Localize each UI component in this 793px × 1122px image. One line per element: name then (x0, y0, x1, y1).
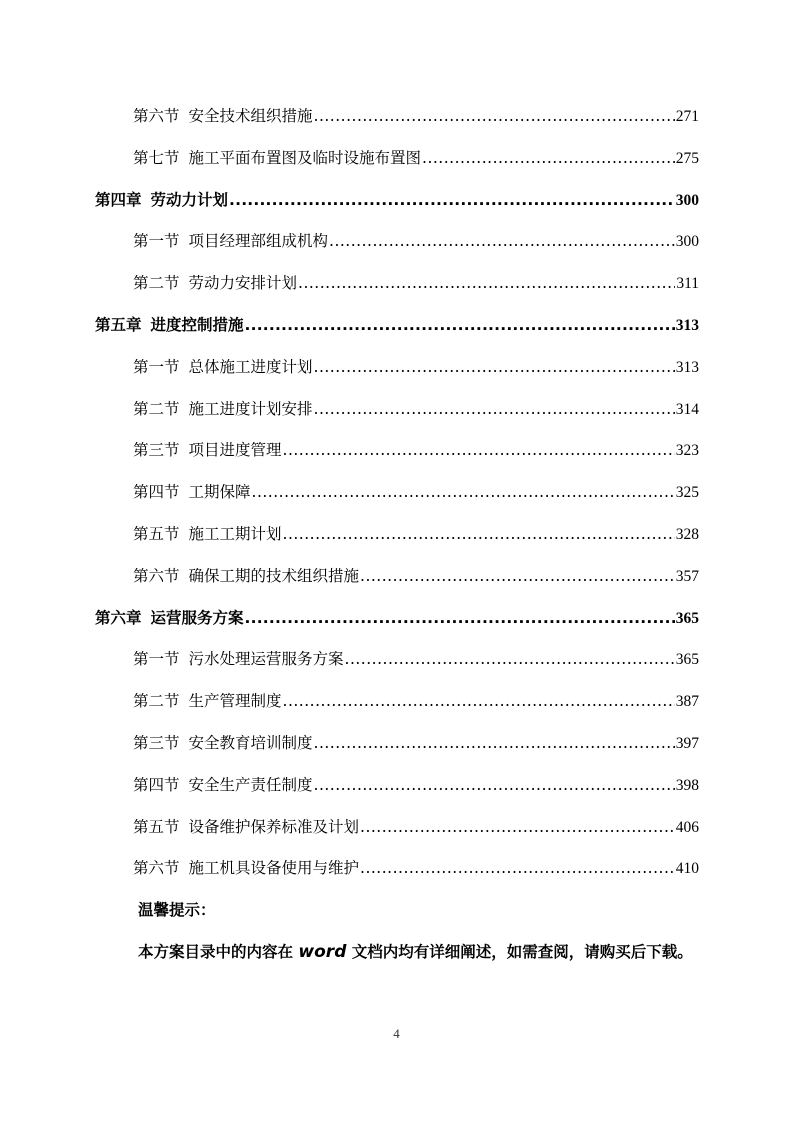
dot-leader (314, 96, 675, 138)
toc-title: 进度控制措施 (150, 315, 244, 334)
toc-title: 设备维护保养标准及计划 (188, 817, 360, 836)
toc-section[interactable] (95, 807, 699, 849)
toc-number: 第五节 (133, 524, 180, 543)
toc-page: 323 (675, 442, 699, 460)
dot-leader (360, 556, 675, 598)
toc-number: 第二节 (133, 692, 180, 711)
toc-number: 第五章 (95, 315, 142, 334)
toc-section[interactable] (95, 681, 699, 723)
toc-title: 项目进度管理 (188, 441, 282, 460)
toc-section[interactable] (95, 430, 699, 472)
toc-chapter[interactable] (95, 305, 699, 347)
toc-page: 271 (675, 108, 699, 125)
toc-section[interactable] (95, 138, 699, 180)
toc-page: 406 (675, 818, 699, 836)
toc-title: 污水处理运营服务方案 (188, 650, 344, 669)
toc-number: 第四节 (133, 775, 180, 794)
toc-title: 劳动力计划 (150, 190, 229, 209)
toc-section[interactable] (95, 472, 699, 514)
toc-title: 运营服务方案 (150, 608, 244, 627)
dot-leader (360, 807, 675, 849)
toc-number: 第七节 (133, 148, 180, 167)
toc-title: 施工机具设备使用与维护 (188, 859, 360, 878)
toc-section[interactable] (95, 347, 699, 389)
toc-section[interactable] (95, 639, 699, 681)
dot-leader (283, 514, 675, 556)
table-of-contents (95, 96, 699, 890)
toc-number: 第四节 (133, 483, 180, 502)
toc-number: 第一节 (133, 650, 180, 669)
toc-title: 确保工期的技术组织措施 (188, 566, 360, 585)
dot-leader (252, 472, 675, 514)
toc-section[interactable] (95, 514, 699, 556)
toc-title: 工期保障 (188, 483, 251, 502)
toc-page: 300 (675, 233, 699, 251)
dot-leader (314, 723, 675, 765)
toc-number: 第二节 (133, 274, 180, 293)
toc-number: 第六章 (95, 608, 142, 627)
toc-page: 365 (675, 609, 699, 627)
toc-title: 项目经理部组成机构 (188, 232, 329, 251)
toc-title: 劳动力安排计划 (188, 274, 298, 293)
notice-body-before: 本方案目录中的内容在 (138, 943, 294, 961)
toc-number: 第三节 (133, 441, 180, 460)
dot-leader (245, 305, 675, 347)
toc-title: 施工平面布置图及临时设施布置图 (188, 148, 422, 167)
toc-section[interactable] (95, 389, 699, 431)
toc-title: 安全教育培训制度 (188, 733, 313, 752)
dot-leader (422, 138, 675, 180)
toc-number: 第六节 (133, 859, 180, 878)
dot-leader (314, 389, 675, 431)
toc-page: 398 (675, 776, 699, 794)
toc-page: 397 (675, 734, 699, 752)
dot-leader (229, 180, 675, 222)
toc-page: 410 (675, 860, 699, 878)
dot-leader (329, 221, 675, 263)
dot-leader (298, 263, 675, 305)
toc-number: 第三节 (133, 733, 180, 752)
toc-page: 387 (675, 693, 699, 711)
toc-page: 300 (675, 191, 699, 209)
toc-section[interactable] (95, 765, 699, 807)
dot-leader (345, 639, 675, 681)
toc-section[interactable] (95, 723, 699, 765)
toc-number: 第五节 (133, 817, 180, 836)
dot-leader (245, 598, 675, 640)
toc-number: 第一节 (133, 232, 180, 251)
toc-number: 第二节 (133, 399, 180, 418)
dot-leader (283, 430, 675, 472)
toc-section[interactable] (95, 556, 699, 598)
notice-title: 温馨提示： (138, 901, 216, 919)
toc-page: 314 (675, 400, 699, 418)
dot-leader (314, 347, 675, 389)
notice-body-after: 文档内均有详细阐述，如需查阅，请购买后下载。 (351, 943, 693, 961)
toc-chapter[interactable] (95, 598, 699, 640)
dot-leader (283, 681, 675, 723)
toc-title: 安全技术组织措施 (188, 107, 313, 125)
toc-title: 安全生产责任制度 (188, 775, 313, 794)
toc-page: 365 (675, 651, 699, 669)
toc-section[interactable] (95, 263, 699, 305)
toc-page: 325 (675, 484, 699, 502)
toc-section[interactable] (95, 96, 699, 138)
notice-body (81, 930, 701, 974)
toc-page: 357 (675, 567, 699, 585)
toc-page: 313 (675, 316, 699, 334)
toc-page: 313 (675, 358, 699, 376)
toc-section[interactable] (95, 848, 699, 890)
toc-title: 总体施工进度计划 (188, 357, 313, 376)
toc-page: 275 (675, 149, 699, 167)
toc-page: 311 (676, 275, 699, 293)
toc-title: 施工进度计划安排 (188, 399, 313, 418)
toc-number: 第六节 (133, 566, 180, 585)
page-number: 4 (393, 1026, 400, 1041)
notice-block (81, 890, 701, 974)
notice-word: word (298, 942, 347, 962)
toc-page: 328 (675, 525, 699, 543)
toc-title: 施工工期计划 (188, 524, 282, 543)
dot-leader (314, 765, 675, 807)
toc-section[interactable] (95, 221, 699, 263)
toc-chapter[interactable] (95, 180, 699, 222)
toc-number: 第一节 (133, 357, 180, 376)
toc-title: 生产管理制度 (188, 692, 282, 711)
toc-number: 第四章 (95, 190, 142, 209)
dot-leader (360, 848, 675, 890)
toc-number: 第六节 (133, 107, 180, 125)
